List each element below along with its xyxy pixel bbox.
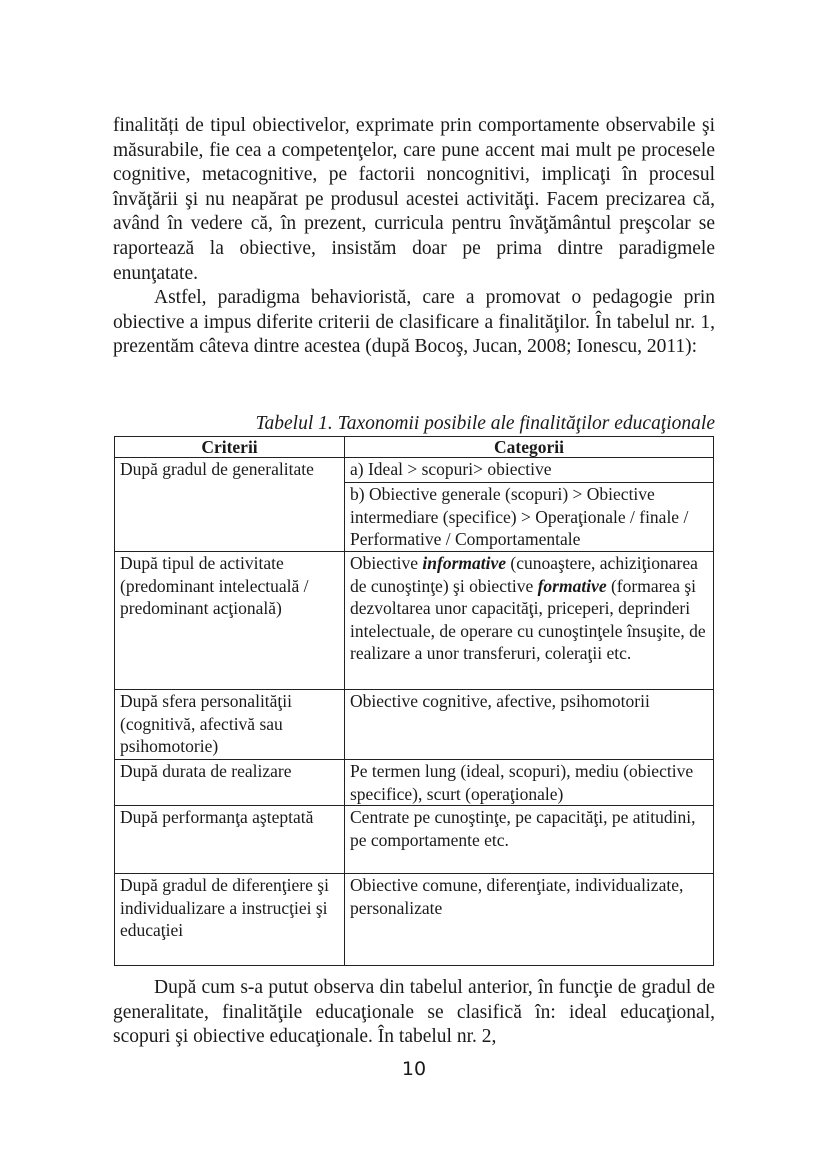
header-criterii: Criterii	[115, 437, 345, 458]
categorie-cell: Obiective cognitive, afective, psihomotorii	[345, 690, 714, 760]
taxonomy-table	[114, 436, 714, 966]
criteriu-cell: După sfera personalităţii (cognitivă, afectivă sau psihomotorie)	[115, 690, 345, 760]
table-header-row	[115, 437, 714, 458]
closing-paragraph: După cum s-a putut observa din tabelul anterior, în funcţie de gradul de generalitate, finalităţile educaţionale se clasifică în: ideal educaţional, scopuri şi obiective educaţionale. În tabelul nr. 2,	[113, 977, 715, 1048]
categorie-b: b) Obiective generale (scopuri) > Obiective intermediare (specifice) > Operaţionale / finale / Performative / Comportamentale	[350, 484, 689, 549]
criteriu-cell: După gradul de generalitate	[115, 458, 345, 552]
categorie-cell	[345, 552, 714, 690]
page-body	[113, 114, 715, 1048]
table-row	[115, 458, 714, 552]
categorie-cell: Obiective comune, diferenţiate, individualizate, personalizate	[345, 874, 714, 966]
header-categorii: Categorii	[345, 437, 714, 458]
intro-paragraph: finalități de tipul obiectivelor, exprimate prin comportamente observabile şi măsurabile, fie cea a competenţelor, care pune accent mai mult pe procesele cognitive, metacognitive, pe factorii noncognitivi, implicaţi în procesul învăţării şi nu neapărat pe produsul acestei activităţi. Facem precizarea că, având în vedere că, în prezent, curricula pentru învăţământul preşcolar se raportează la obiective, insistăm doar pe prima dintre paradigmele enunţatate.	[113, 115, 715, 284]
categorie-cell: Pe termen lung (ideal, scopuri), mediu (obiective specifice), scurt (operaţionale)	[345, 760, 714, 806]
categorie-text: Obiective	[350, 553, 423, 573]
table-row	[115, 552, 714, 690]
formative-term: formative	[537, 575, 607, 596]
categorie-cell	[345, 458, 714, 552]
criteriu-cell: După durata de realizare	[115, 760, 345, 806]
table-row	[115, 806, 714, 874]
second-paragraph: Astfel, paradigma behavioristă, care a promovat o pedagogie prin obiective a impus diferite criterii de clasificare a finalităţilor. În tabelul nr. 1, prezentăm câteva dintre acestea (după Bocoş, Jucan, 2008; Ionescu, 2011):	[113, 287, 715, 358]
criteriu-cell: După performanţa aşteptată	[115, 806, 345, 874]
categorie-cell: Centrate pe cunoştinţe, pe capacităţi, pe atitudini, pe comportamente etc.	[345, 806, 714, 874]
categorie-text: (formarea şi dezvoltarea unor capacităţi, priceperi, deprinderi intelectuale, de operare cu cunoştinţele însuşite, de realizare a unor transferuri, coleraţii etc.	[350, 575, 706, 663]
categorie-a: a) Ideal > scopuri> obiective	[345, 458, 713, 483]
informative-term: informative	[422, 553, 507, 573]
categorie-text: (cunoaştere, achiziţionarea de cunoştinţe) şi obiective	[350, 553, 698, 596]
table-caption: Tabelul 1. Taxonomii posibile ale finalităţilor educaţionale	[255, 413, 715, 434]
page-number: 10	[401, 1058, 427, 1080]
table-row	[115, 690, 714, 760]
closing-section	[113, 976, 715, 1050]
criteriu-cell: După gradul de diferenţiere şi individualizare a instrucţiei şi educaţiei	[115, 874, 345, 966]
criteriu-cell: După tipul de activitate (predominant intelectuală / predominant acţională)	[115, 552, 345, 690]
table-row	[115, 874, 714, 966]
table-row	[115, 760, 714, 806]
